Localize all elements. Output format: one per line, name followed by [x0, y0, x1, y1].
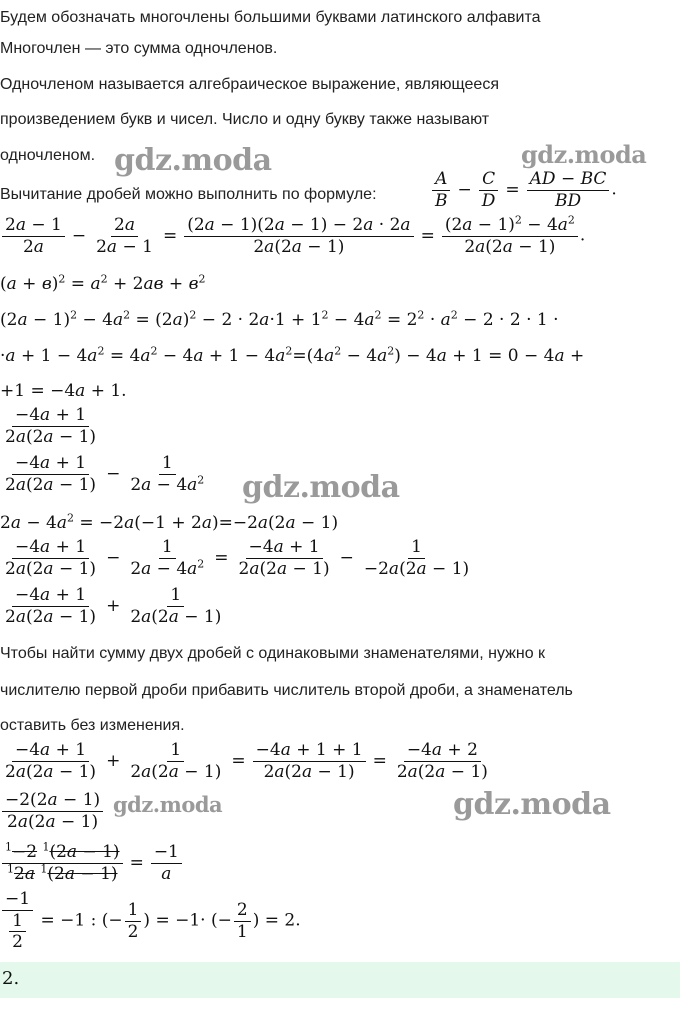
sum-step: $\frac{-4a + 1}{2a(2a - 1)}$ + $\frac{1}{2a(2a - 1)}$: [5, 585, 222, 627]
intro-line-2: Многочлен — это сумма одночленов.: [0, 40, 278, 57]
watermark-logo: gdz.moda: [453, 787, 611, 822]
rule-line-3: оставить без изменения.: [0, 717, 185, 734]
rule-line-2: числителю первой дроби прибавить числитель второй дроби, а знаменатель: [0, 682, 573, 699]
monomial-definition-line-1: Одночленом называется алгебраическое выражение, являющееся: [0, 76, 499, 93]
square-formula: $(a + в)^2 = a^2 + 2aв + в^2$: [0, 272, 206, 294]
factored-fraction: $\frac{-2(2a - 1)}{2a(2a - 1)}$: [0, 791, 105, 831]
rewrite-step: $\frac{-4a + 1}{2a(2a - 1)}$ − $\frac{1}{2a - 4a^2}$ = $\frac{-4a + 1}{2a(2a - 1)}$ − $\frac{1}{-2a(2a - 1)}$: [5, 537, 470, 579]
final-computation: $\frac{-1}{\frac{1}{2}}$ = −1 : (− $\frac{1}{2}$ ) = −1· (− $\frac{2}{1}$ ) = 2.: [0, 890, 301, 952]
derivation-step-1: $\frac{2a - 1}{2a}$ − $\frac{2a}{2a - 1}$ = $\frac{(2a - 1)(2a - 1) - 2a \cdot 2a}{2a(2a - 1)}$ = $\frac{(2a - 1)^2 - 4a^2}{2a(2a - 1)}$ .: [0, 216, 585, 256]
answer-value: 2.: [2, 968, 20, 989]
expansion-line-3: +1 = −4a + 1.: [0, 381, 127, 401]
watermark-logo: gdz.moda: [114, 143, 272, 178]
expansion-line-2: $\cdot a + 1 - 4a^2 = 4a^2 - 4a + 1 - 4a^2=(4a^2 - 4a^2) - 4a + 1 = 0 - 4a$ +: [0, 344, 585, 366]
second-expression: $\frac{-4a + 1}{2a(2a - 1)}$ − $\frac{1}{2a - 4a^2}$: [5, 453, 205, 495]
monomial-definition-line-3: одночленом.: [0, 147, 96, 164]
watermark-logo: gdz.moda: [242, 470, 400, 505]
expansion-line-1: $(2a - 1)^2 - 4a^2 = (2a)^2 - 2 \cdot 2a\cdot 1 + 1^2 - 4a^2 = 2^2 \cdot a^2 - 2 \cdot 2 \cdot 1$ ·: [0, 308, 559, 330]
cancellation-step: $\frac{^1-2 ^1(2a - 1)}{^12a ^1(2a - 1)}$ = $\frac{-1}{a}$: [0, 843, 184, 883]
watermark-logo: gdz.moda: [113, 792, 223, 817]
combined-sum: $\frac{-4a + 1}{2a(2a - 1)}$ + $\frac{1}{2a(2a - 1)}$ = $\frac{-4a + 1 + 1}{2a(2a - 1)}$ = $\frac{-4a + 2}{2a(2a - 1)}$: [5, 740, 488, 782]
intermediate-fraction: $\frac{-4a + 1}{2a(2a - 1)}$: [5, 405, 97, 447]
denominator-factoring: $2a - 4a^2 = -2a(-1 + 2a)=-2a(2a - 1)$: [0, 511, 339, 533]
rule-line-1: Чтобы найти сумму двух дробей с одинаковыми знаменателями, нужно к: [0, 645, 546, 662]
intro-line-1: Будем обозначать многочлены большими буквами латинского алфавита: [0, 9, 541, 26]
subtraction-formula: $\frac{A}{B}$ − $\frac{C}{D}$ = $\frac{AD - BC}{BD}$ .: [430, 170, 617, 210]
subtraction-formula-text: Вычитание дробей можно выполнить по формуле:: [0, 186, 377, 203]
watermark-logo: gdz.moda: [521, 140, 647, 169]
monomial-definition-line-2: произведением букв и чисел. Число и одну букву также называют: [0, 111, 490, 128]
answer-box: [0, 962, 680, 998]
